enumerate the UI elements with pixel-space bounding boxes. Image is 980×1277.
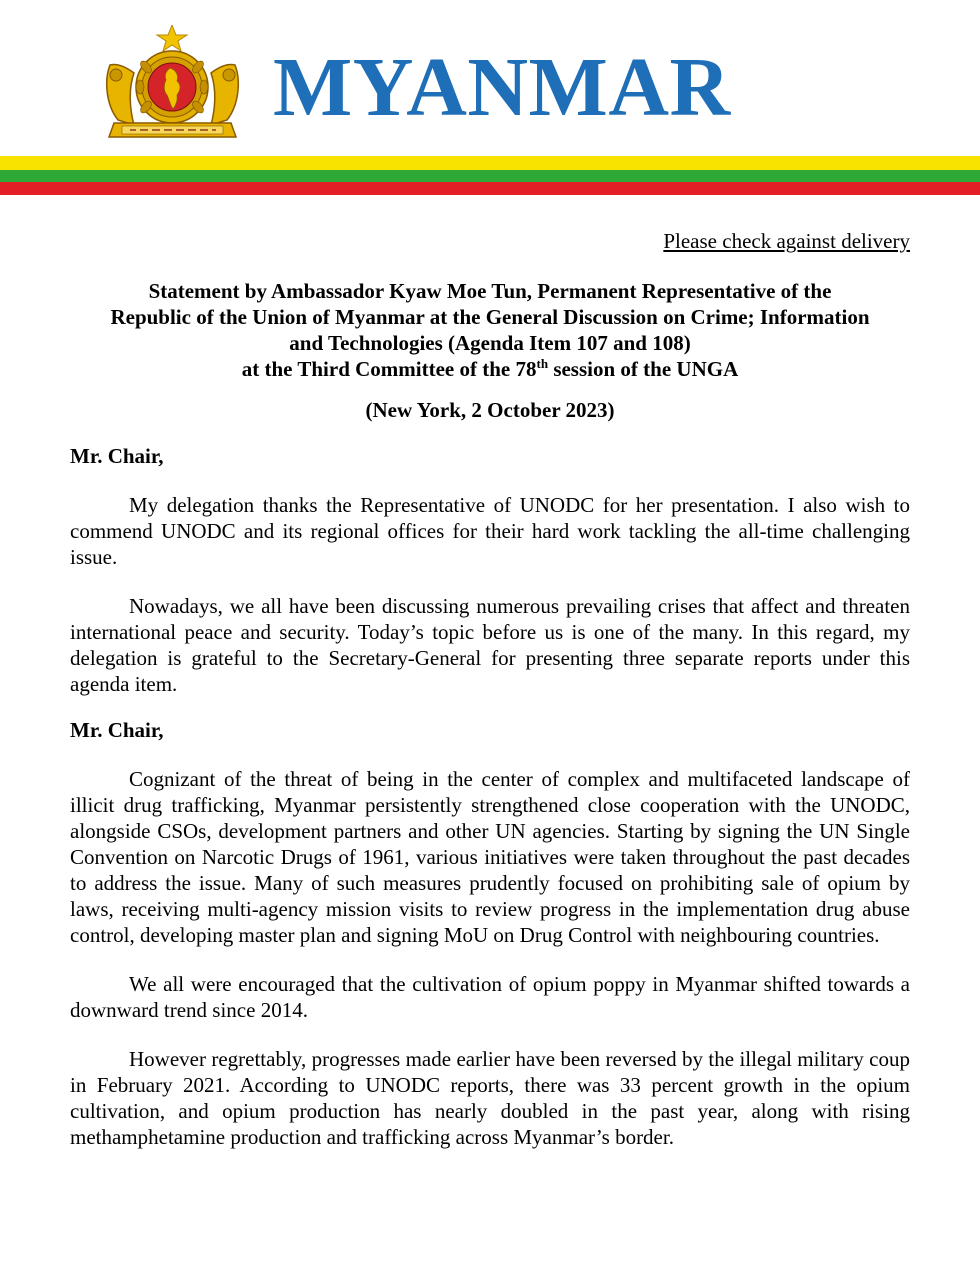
- paragraph: Cognizant of the threat of being in the center of complex and multifaceted landscape of illicit drug trafficking, Myanmar persistently strengthened close cooperation with the UNODC, alongside CSOs, development partners and other UN agencies. Starting by signing the UN Single Convention on Narcotic Drugs of 1961, various initiatives were taken throughout the past decades to address the issue. Many of such measures prudently focused on prohibiting sale of opium by laws, receiving multi-agency mission visits to review progress in the implementation drug abuse control, developing master plan and signing MoU on Drug Control with neighbouring countries.: [70, 767, 910, 947]
- state-seal-icon: [100, 25, 245, 145]
- country-name: MYANMAR: [273, 41, 731, 134]
- title-line: Republic of the Union of Myanmar at the General Discussion on Crime; Information: [110, 305, 870, 329]
- title-last-pre: at the Third Committee of the 78: [241, 357, 537, 381]
- statement-title: [70, 278, 910, 382]
- title-last-post: session of the UNGA: [548, 357, 739, 381]
- salutation: Mr. Chair,: [70, 718, 164, 742]
- title-superscript: th: [536, 356, 549, 371]
- green-stripe: [0, 170, 980, 182]
- paragraph: Nowadays, we all have been discussing numerous prevailing crises that affect and threaten international peace and security. Today’s topic before us is one of the many. In this regard, my delegation is grateful to the Secretary-General for presenting three separate reports under this agenda item.: [70, 594, 910, 696]
- flag-stripes: [0, 156, 980, 198]
- salutation: Mr. Chair,: [70, 444, 164, 468]
- title-line: Statement by Ambassador Kyaw Moe Tun, Permanent Representative of the: [148, 279, 832, 303]
- yellow-stripe: [0, 156, 980, 170]
- title-line: and Technologies (Agenda Item 107 and 108): [289, 331, 691, 355]
- letterhead: [0, 0, 980, 200]
- paragraph: However regrettably, progresses made earlier have been reversed by the illegal military coup in February 2021. According to UNODC reports, there was 33 percent growth in the opium cultivation, and opium production has nearly doubled in the past year, along with rising methamphetamine production and trafficking across Myanmar’s border.: [70, 1047, 910, 1149]
- paragraph: We all were encouraged that the cultivation of opium poppy in Myanmar shifted towards a downward trend since 2014.: [70, 972, 910, 1022]
- red-stripe: [0, 182, 980, 195]
- delivery-note: Please check against delivery: [663, 229, 910, 253]
- statement-body: [70, 228, 910, 1150]
- dateline: (New York, 2 October 2023): [365, 398, 615, 422]
- title-line: [70, 356, 910, 382]
- paragraph: My delegation thanks the Representative of UNODC for her presentation. I also wish to commend UNODC and its regional offices for their hard work tackling the all-time challenging issue.: [70, 493, 910, 569]
